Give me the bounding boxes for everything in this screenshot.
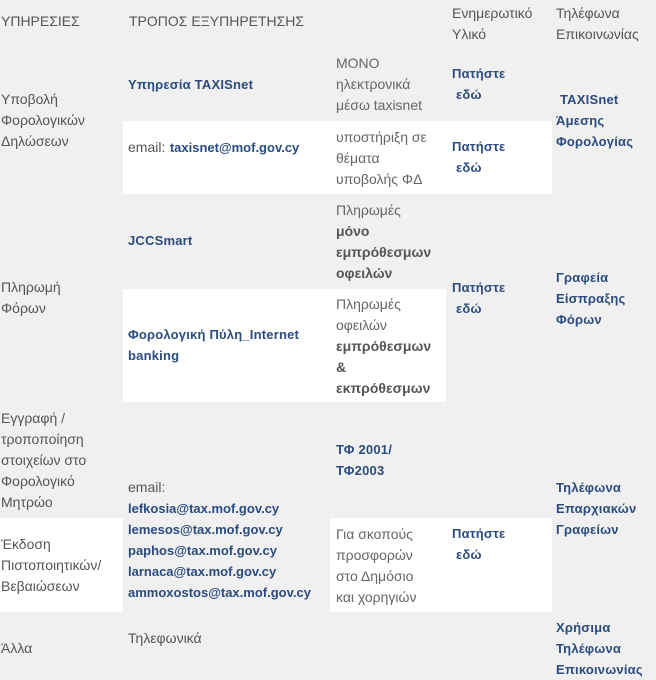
contact-district-offices-link[interactable]: Τηλέφωνα Επαρχιακών Γραφείων xyxy=(556,480,637,537)
tax-portal-link[interactable]: Φορολογική Πύλη_Internet banking xyxy=(128,327,300,363)
phone-label: Τηλεφωνικά xyxy=(128,630,202,646)
service-registry: Εγγραφή / τροποποίηση στοιχείων στο Φορολογικό Μητρώο xyxy=(1,410,87,510)
service-tax-payment: Πληρωμή Φόρων xyxy=(1,279,61,316)
emails-label: email: xyxy=(128,479,166,495)
header-contact-phones: Τηλέφωνα Επικοινωνίας xyxy=(556,5,639,42)
email-label: email: xyxy=(128,139,166,155)
contact-collection-offices-link[interactable]: Γραφεία Είσπραξης Φόρων xyxy=(556,270,626,327)
service-tax-returns: Υποβολή Φορολογικών Δηλώσεων xyxy=(1,91,85,149)
portal-description: Πληρωμές οφειλών εμπρόθεσμων & εκπρόθεσμων xyxy=(336,296,432,396)
support-description: υποστήριξη σε θέματα υποβολής ΦΔ xyxy=(336,129,427,187)
service-certificates: Έκδοση Πιστοποιητικών/ Βεβαιώσεων xyxy=(1,536,102,594)
click-here-link-taxisnet[interactable]: Πατήστε εδώ xyxy=(452,66,506,102)
click-here-link-certificates[interactable]: Πατήστε εδώ xyxy=(452,526,506,562)
header-service-method: ΤΡΟΠΟΣ ΕΞΥΠΗΡΕΤΗΣΗΣ xyxy=(129,13,305,29)
forms-link[interactable]: ΤΦ 2001/ ΤΦ2003 xyxy=(336,442,393,478)
contact-useful-phones-link[interactable]: Χρήσιμα Τηλέφωνα Επικοινωνίας xyxy=(556,620,643,677)
email-ammoxostos-link[interactable]: ammoxostos@tax.mof.gov.cy xyxy=(128,585,311,600)
email-paphos-link[interactable]: paphos@tax.mof.gov.cy xyxy=(128,543,277,558)
taxisnet-email-link[interactable]: taxisnet@mof.gov.cy xyxy=(169,140,300,155)
click-here-link-support[interactable]: Πατήστε εδώ xyxy=(452,139,506,175)
taxisnet-description: ΜΟΝΟ ηλεκτρονικά μέσω taxisnet xyxy=(336,55,423,113)
click-here-link-payment[interactable]: Πατήστε εδώ xyxy=(452,280,506,316)
jccsmart-link[interactable]: JCCSmart xyxy=(128,233,193,248)
taxisnet-email-row xyxy=(128,137,299,158)
certificate-description: Για σκοπούς προσφορών στο Δημόσιο και χορηγιών xyxy=(336,526,417,605)
header-info-material: Ενημερωτικό Υλικό xyxy=(452,5,533,42)
email-lemesos-link[interactable]: lemesos@tax.mof.gov.cy xyxy=(128,522,283,537)
contact-taxisnet-link[interactable]: TAXISnet Άμεσης Φορολογίας xyxy=(556,92,634,149)
service-other: Άλλα xyxy=(1,640,33,656)
email-lefkosia-link[interactable]: lefkosia@tax.mof.gov.cy xyxy=(128,501,280,516)
header-services: ΥΠΗΡΕΣΙΕΣ xyxy=(1,13,80,29)
taxisnet-service-link[interactable]: Υπηρεσία TAXISnet xyxy=(128,77,254,92)
email-larnaca-link[interactable]: larnaca@tax.mof.gov.cy xyxy=(128,564,277,579)
district-emails xyxy=(128,477,311,603)
jcc-description: Πληρωμές μόνο εμπρόθεσμων οφειλών xyxy=(336,202,432,281)
